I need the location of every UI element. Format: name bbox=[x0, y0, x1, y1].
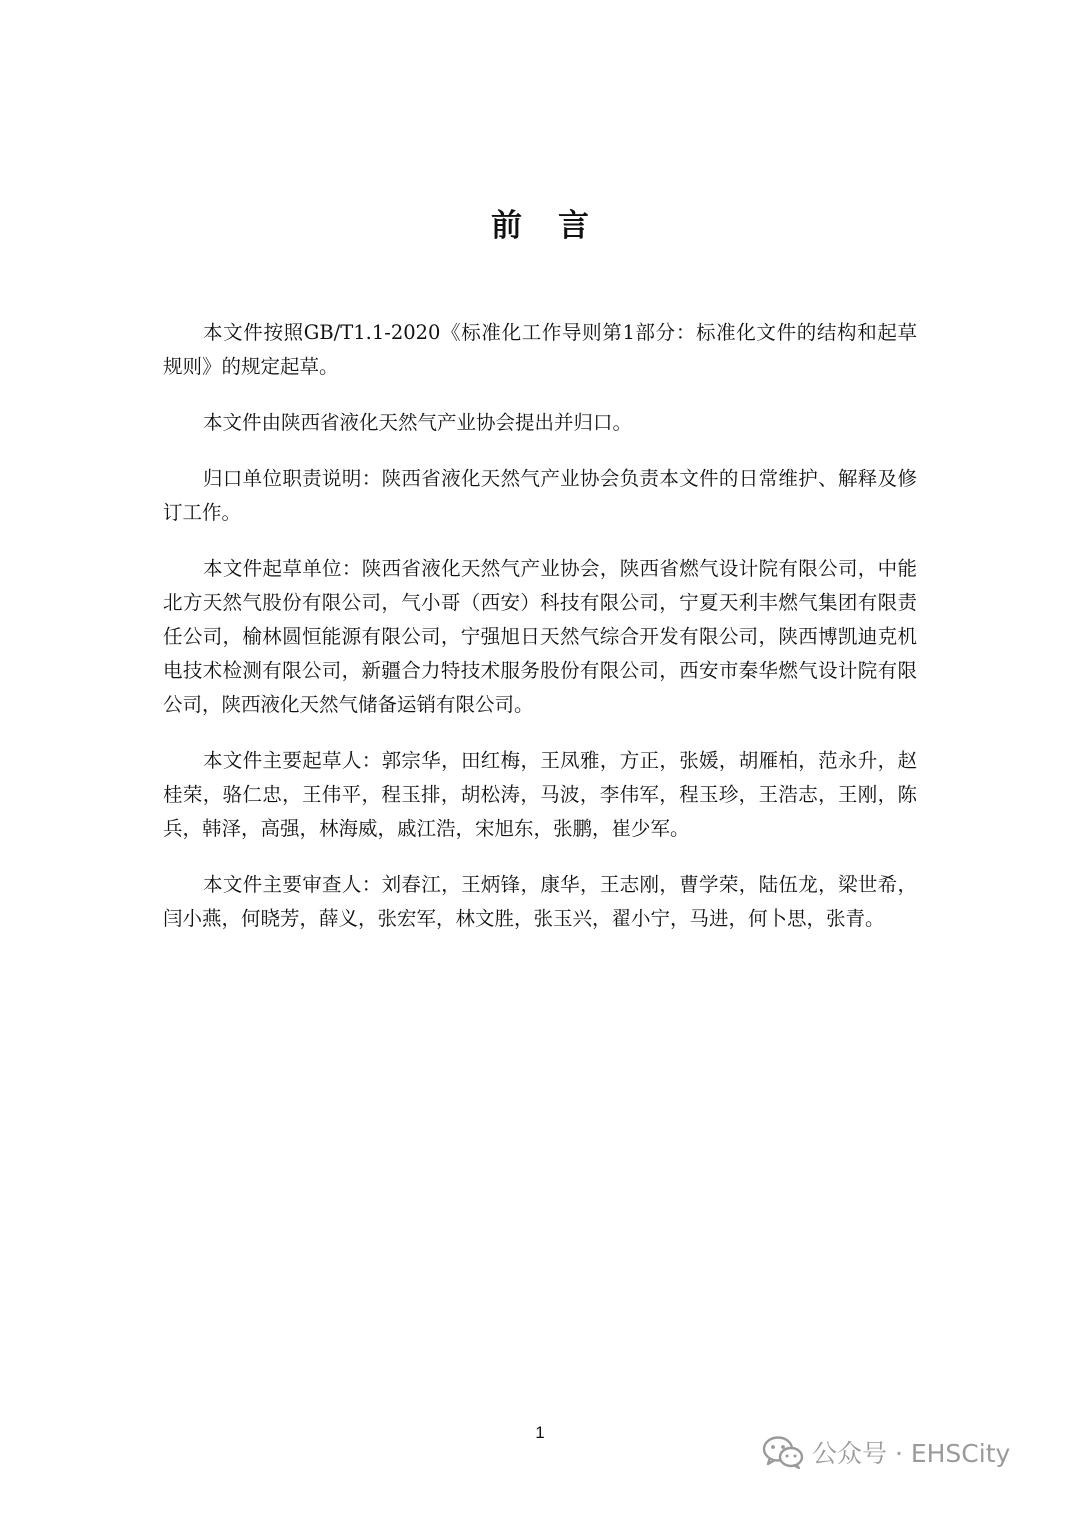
paragraph-proposer: 本文件由陕西省液化天然气产业协会提出并归口。 bbox=[203, 411, 633, 434]
watermark-text: 公众号 · EHSCity bbox=[812, 1439, 1011, 1468]
wechat-icon bbox=[762, 1435, 804, 1469]
document-body bbox=[163, 316, 917, 958]
paragraph-drafting-units: 本文件起草单位：陕西省液化天然气产业协会，陕西省燃气设计院有限公司，中能北方天然气股份有限公司，气小哥（西安）科技有限公司，宁夏天利丰燃气集团有限责任公司，榆林圆恒能源有限公司，宁强旭日天然气综合开发有限公司，陕西博凯迪克机电技术检测有限公司，新疆合力特技术服务股份有限公司，西安市秦华燃气设计院有限公司，陕西液化天然气储备运销有限公司。 bbox=[163, 557, 917, 716]
watermark bbox=[762, 1432, 1010, 1472]
paragraph-drafting-basis: 本文件按照GB/T1.1-2020《标准化工作导则第1部分：标准化文件的结构和起草规则》的规定起草。 bbox=[163, 321, 917, 378]
paragraph-drafters: 本文件主要起草人：郭宗华，田红梅，王凤雅，方正，张媛，胡雁柏，范永升，赵桂荣，骆仁忠，王伟平，程玉排，胡松涛，马波，李伟军，程玉珍，王浩志，王刚，陈兵，韩泽，高强，林海威，戚江浩，宋旭东，张鹏，崔少军。 bbox=[163, 749, 917, 840]
paragraph-responsibility: 归口单位职责说明：陕西省液化天然气产业协会负责本文件的日常维护、解释及修订工作。 bbox=[163, 467, 917, 524]
page-number: 1 bbox=[535, 1423, 545, 1442]
paragraph-reviewers: 本文件主要审查人：刘春江，王炳锋，康华，王志刚，曹学荣，陆伍龙，梁世希，闫小燕，何晓芳，薛义，张宏军，林文胜，张玉兴，翟小宁，马进，何卜思，张青。 bbox=[163, 873, 917, 930]
page-title: 前言 bbox=[491, 208, 625, 244]
